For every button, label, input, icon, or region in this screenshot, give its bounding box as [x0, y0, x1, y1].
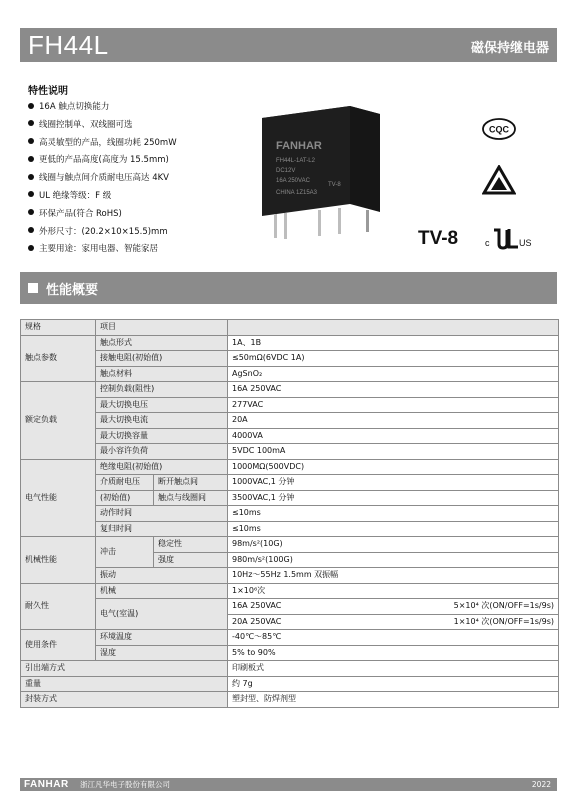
table-row: 机械性能 冲击 稳定性 98m/s²(10G)	[21, 537, 559, 553]
category-load: 额定负载	[21, 382, 96, 460]
bullet-icon	[28, 103, 34, 109]
square-icon	[28, 283, 38, 293]
table-row: 最大切换电流 20A	[21, 413, 559, 429]
product-category: 磁保持继电器	[470, 41, 549, 56]
table-row: 介质耐电压 断开触点间 1000VAC,1 分钟	[21, 475, 559, 491]
header-bar	[20, 28, 557, 62]
feature-item: 更低的产品高度(高度为 15.5mm)	[28, 154, 177, 172]
bullet-icon	[28, 120, 34, 126]
feature-item: 主要用途：家用电器、智能家居	[28, 243, 177, 261]
footer-year: 2022	[531, 780, 551, 789]
relay-print-model: FH44L-1AT-L2	[276, 158, 315, 164]
footer-bar	[20, 778, 557, 791]
table-row: 最小容许负荷 5VDC 100mA	[21, 444, 559, 460]
cqc-certification-icon	[482, 118, 516, 140]
tv8-rating-mark: TV-8	[418, 228, 459, 249]
bullet-icon	[28, 227, 34, 233]
category-contact: 触点参数	[21, 335, 96, 382]
table-row: 封装方式 塑封型、防焊剂型	[21, 692, 559, 708]
table-row: 动作时间 ≤10ms	[21, 506, 559, 522]
table-row: 湿度 5% to 90%	[21, 645, 559, 661]
header-item: 项目	[96, 320, 228, 336]
footer-company: 浙江凡华电子股份有限公司	[80, 780, 170, 789]
table-row: 最大切换电压 277VAC	[21, 397, 559, 413]
table-row: 重量 约 7g	[21, 676, 559, 692]
feature-item: 环保产品(符合 RoHS)	[28, 208, 177, 226]
relay-print-origin: CHINA 1Z15A3	[276, 190, 318, 196]
relay-product-image	[262, 104, 382, 242]
relay-print-rating: 16A 250VAC	[276, 178, 310, 184]
relay-print-tv: TV-8	[328, 182, 341, 188]
header-spec: 规格	[21, 320, 96, 336]
bullet-icon	[28, 138, 34, 144]
table-row: 电气性能 绝缘电阻(初始值) 1000MΩ(500VDC)	[21, 459, 559, 475]
bullet-icon	[28, 156, 34, 162]
section-title: 性能概要	[46, 283, 99, 298]
features-title: 特性说明	[28, 86, 68, 97]
ul-c-mark: c	[485, 238, 490, 248]
feature-item: 高灵敏型的产品，线圈功耗 250mW	[28, 137, 177, 155]
table-row: 强度 980m/s²(100G)	[21, 552, 559, 568]
table-row: 触点参数 触点形式 1A、1B	[21, 335, 559, 351]
feature-item: UL 绝缘等级：F 级	[28, 190, 177, 208]
table-row: (初始值) 触点与线圈间 3500VAC,1 分钟	[21, 490, 559, 506]
features-list	[28, 101, 177, 261]
table-row: 振动 10Hz～55Hz 1.5mm 双振幅	[21, 568, 559, 584]
table-row: 额定负载 控制负载(阻性) 16A 250VAC	[21, 382, 559, 398]
table-row: 使用条件 环境温度 -40℃～85℃	[21, 630, 559, 646]
category-life: 耐久性	[21, 583, 96, 630]
section-header	[20, 272, 557, 304]
category-mechanical: 机械性能	[21, 537, 96, 584]
table-row: 20A 250VAC 1×10⁴ 次(ON/OFF=1s/9s)	[21, 614, 559, 630]
category-environment: 使用条件	[21, 630, 96, 661]
relay-brand-print: FANHAR	[276, 140, 322, 152]
triangle-certification-icon	[482, 165, 516, 195]
culus-certification-icon	[485, 227, 535, 251]
footer-brand-logo: FANHAR	[24, 779, 69, 790]
model-title: FH44L	[28, 30, 109, 60]
table-row: 引出端方式 印刷板式	[21, 661, 559, 677]
category-electrical: 电气性能	[21, 459, 96, 537]
table-row: 触点材料 AgSnO₂	[21, 366, 559, 382]
bullet-icon	[28, 174, 34, 180]
table-row: 耐久性 机械 1×10⁶次	[21, 583, 559, 599]
spec-table	[20, 319, 559, 708]
cqc-logo-text: CQC	[489, 124, 509, 135]
table-row: 复归时间 ≤10ms	[21, 521, 559, 537]
feature-item: 线圈与触点间介质耐电压高达 4KV	[28, 172, 177, 190]
bullet-icon	[28, 191, 34, 197]
bullet-icon	[28, 209, 34, 215]
feature-item: 16A 触点切换能力	[28, 101, 177, 119]
feature-item: 线圈控制单、双线圈可选	[28, 119, 177, 137]
feature-item: 外形尺寸：(20.2×10×15.5)mm	[28, 226, 177, 244]
relay-print-voltage: DC12V	[276, 168, 296, 174]
table-row: 接触电阻(初始值) ≤50mΩ(6VDC 1A)	[21, 351, 559, 367]
ul-us-mark: US	[519, 238, 532, 248]
bullet-icon	[28, 245, 34, 251]
table-row: 最大切换容量 4000VA	[21, 428, 559, 444]
table-row: 电气(室温) 16A 250VAC 5×10⁴ 次(ON/OFF=1s/9s)	[21, 599, 559, 615]
table-header-row	[21, 320, 559, 336]
